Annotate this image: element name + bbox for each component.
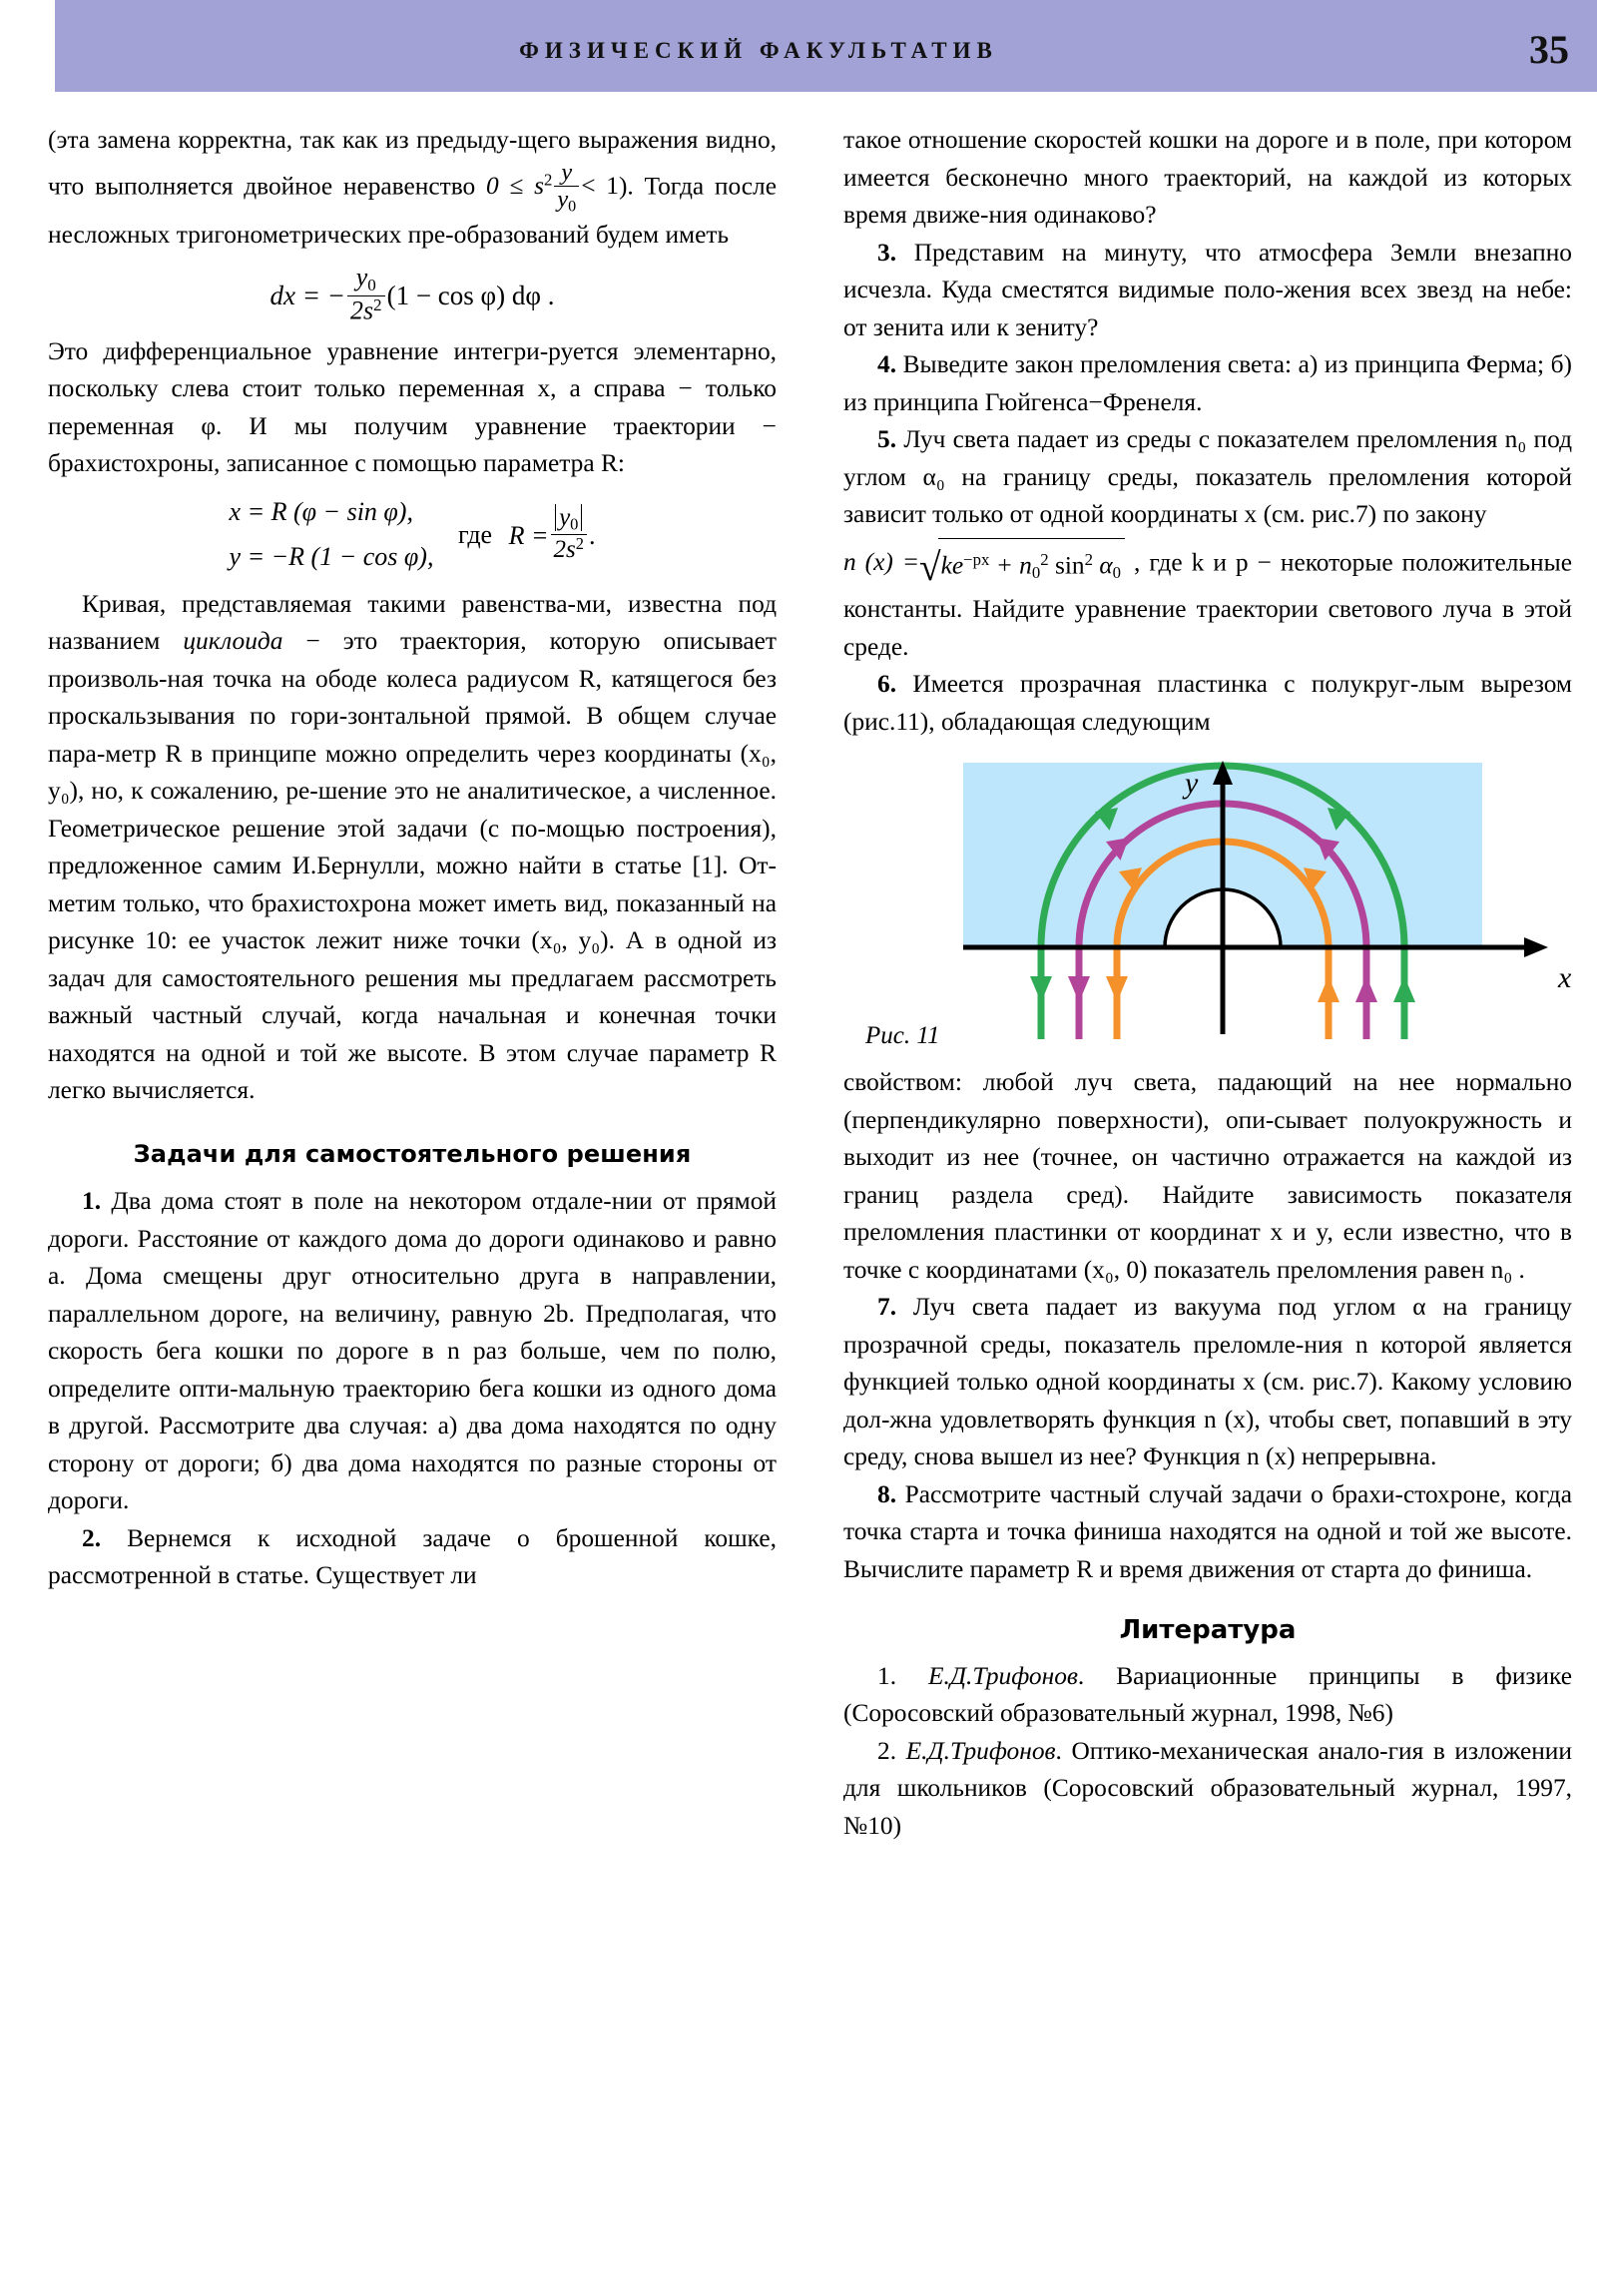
page-title: ФИЗИЧЕСКИЙ ФАКУЛЬТАТИВ — [519, 38, 998, 63]
arrow-magenta-right-up — [1355, 976, 1377, 1002]
equation-cycloid-y: y = −R (1 − cos φ), — [229, 542, 434, 572]
paragraph-substitution-text-a: (эта замена корректна, так как из предыду-щего выражения видно, что выполняется двойное неравенство — [48, 126, 777, 200]
task-3-number: 3. — [877, 238, 897, 267]
reference-2-number: 2. — [877, 1736, 906, 1765]
task-8-text: Рассмотрите частный случай задачи о брахи-стохроне, когда точка старта и точка финиша находятся на одной и той же высоте. Вычислите параметр R и время движения от старта до финиша. — [843, 1479, 1572, 1583]
task-5-formula-line — [843, 538, 1572, 667]
page-header-band — [55, 0, 1597, 92]
axis-y-label: y — [1185, 767, 1199, 801]
task-7-text: Луч света падает из вакуума под углом α на границу прозрачной среды, показатель преломле-ния n которой является функцией только одной координаты x (см. рис.7). Какому условию дол-жна удовлетворять функция n (x), чтобы свет, попавший в эту среду, снова вышел из нее? Функция n (x) непрерывна. — [843, 1293, 1572, 1471]
paragraph-substitution-text-b: ). Тогда после несложных тригонометрических пре-образований будем иметь — [48, 171, 777, 249]
task-item-7 — [843, 1289, 1572, 1476]
left-column — [48, 122, 777, 1595]
task-2-number: 2. — [82, 1523, 102, 1552]
reference-2-text: . Оптико-механическая анало-гия в изложении для школьников (Соросовский образовательный журнал, 1997, №10) — [843, 1736, 1572, 1840]
task-4-number: 4. — [877, 350, 897, 378]
arrow-orange-right-up — [1318, 976, 1339, 1002]
paragraph-substitution-note — [48, 122, 777, 254]
task-5-number: 5. — [877, 425, 897, 453]
page-number: 35 — [1529, 27, 1569, 72]
task-item-3 — [843, 235, 1572, 347]
paragraph-cycloid-description: Кривая, представляемая такими равенства-ми, известна под названием циклоида − это траектория, которую описывает произволь-ная точка на ободе колеса радиусом R, катящегося без проскальзывания по гори-зонтальной прямой. В общем случае пара-метр R в принципе можно определить через координаты (x₀, y₀), но, к сожалению, ре-шение это не аналитическое, а численное. Геометрическое решение этой задачи (с по-мощью построения), предложенное самим И.Бернулли, можно найти в статье [1]. От-метим только, что брахистохрона может иметь вид, показанный на рисунке 10: ее участок лежит ниже точки (x₀, y₀). А в одной из задач для самостоятельного решения мы предлагаем рассмотреть важный частный случай, когда начальная и конечная точки находятся на одной и той же высоте. В этом случае параметр R легко вычисляется. — [48, 589, 777, 1105]
task-1-text: Два дома стоят в поле на некотором отдале-нии от прямой дороги. Расстояние от каждого дома до дороги одинаково и равно a. Дома смещены друг относительно друга в направлении, параллельном дороге, на величину, равную 2b. Предполагая, что скорость бега кошки по дороге в n раз больше, чем по полю, определите опти-мальную траекторию бега кошки из одного дома в другой. Рассмотрите два случая: а) два дома находятся по одну сторону от дороги; б) два дома находятся по разные стороны от дороги. — [48, 1187, 777, 1515]
paragraph-integration: Это дифференциальное уравнение интегри-руется элементарно, поскольку слева стоит только переменная x, а справа − только переменная φ. И мы получим уравнение траектории − брахистохроны, записанное с помощью параметра R: — [48, 336, 777, 478]
task-item-2 — [48, 1520, 777, 1595]
task-item-6-intro — [843, 666, 1572, 741]
equation-cycloid — [48, 489, 777, 580]
figure-11-svg — [843, 755, 1572, 1054]
task-7-number: 7. — [877, 1293, 897, 1322]
task-5-text-a: Луч света падает из среды с показателем преломления n₀ под углом α₀ на границу среды, показатель преломления которой зависит только от одной координаты x (см. рис.7) по закону — [843, 425, 1572, 528]
reference-item-1 — [843, 1658, 1572, 1733]
task-item-5 — [843, 421, 1572, 534]
reference-1-number: 1. — [877, 1661, 928, 1690]
right-column — [843, 122, 1572, 1845]
equation-cycloid-R: R = $\frac{y_0}{2s^2}$ . — [508, 504, 596, 564]
equation-cycloid-x: x = R (φ − sin φ), — [229, 496, 413, 526]
task-4-text: Выведите закон преломления света: а) из принципа Ферма; б) из принципа Гюйгенса−Френеля. — [843, 350, 1572, 416]
reference-1-author: Е.Д.Трифонов — [927, 1661, 1078, 1690]
task-item-4 — [843, 346, 1572, 421]
equation-cycloid-where: где — [457, 520, 493, 550]
task-item-8 — [843, 1476, 1572, 1589]
arrow-green-left-down — [1030, 976, 1052, 1002]
reference-item-2 — [843, 1733, 1572, 1846]
task-5-text-b: , где k и p − некоторые положительные константы. Найдите уравнение траектории светового луча в этой среде. — [843, 548, 1572, 661]
figure-11-caption: Рис. 11 — [865, 1021, 940, 1049]
task-3-text: Представим на минуту, что атмосфера Земли внезапно исчезла. Куда сместятся видимые поло-жения всех звезд на небе: от зенита или к зениту? — [843, 238, 1572, 341]
task-item-1 — [48, 1183, 777, 1520]
paragraph-task2-continued: такое отношение скоростей кошки на дороге и в поле, при котором имеется бесконечно много траекторий, на каждой из которых время движе-ния одинаково? — [843, 126, 1572, 229]
inequality-formula: $0 \le s^2$ $\frac{y}{y_0}$ < 1 — [485, 158, 619, 216]
arrow-magenta-left-down — [1068, 976, 1090, 1002]
section-heading-literature: Литература — [1119, 1615, 1297, 1646]
reference-1-text: . Вариационные принципы в физике (Соросовский образовательный журнал, 1998, №6) — [843, 1661, 1572, 1728]
term-cycloid: циклоида — [183, 627, 283, 656]
task-1-number: 1. — [82, 1187, 102, 1216]
equation-dx: dx = − $\frac{y_0}{2s^2}$ (1 − cos φ) dφ . — [269, 263, 555, 325]
section-heading-tasks: Задачи для самостоятельного решения — [133, 1139, 692, 1168]
arrow-orange-left-down — [1106, 976, 1128, 1002]
task-8-number: 8. — [877, 1479, 897, 1508]
arrow-green-right-up — [1393, 976, 1415, 1002]
task-item-6-body: свойством: любой луч света, падающий на нее нормально (перпендикулярно поверхности), опи-сывает полуокружность и выходит из нее (точнее, он частично отражается на каждой из границ раздела сред). Найдите зависимость показателя преломления пластинки от координат x и y, если известно, что в точке с координатами (x₀, 0) показатель преломления равен n₀ . — [843, 1068, 1572, 1284]
task-6-number: 6. — [877, 670, 897, 699]
figure-11 — [843, 755, 1572, 1054]
formula-refractive-index: n $(x) =√ke^{-px} + n_0^2$ $\sin^2 \alpha_0$ — [843, 548, 1134, 576]
task-2-text: Вернемся к исходной задаче о брошенной кошке, рассмотренной в статье. Существует ли — [48, 1523, 777, 1590]
axis-x-label: x — [1558, 961, 1572, 995]
axis-x-arrowhead — [1524, 937, 1548, 957]
reference-2-author: Е.Д.Трифонов — [905, 1736, 1056, 1765]
task-6-text-a: Имеется прозрачная пластинка с полукруг-лым вырезом (рис.11), обладающая следующим — [843, 670, 1572, 736]
